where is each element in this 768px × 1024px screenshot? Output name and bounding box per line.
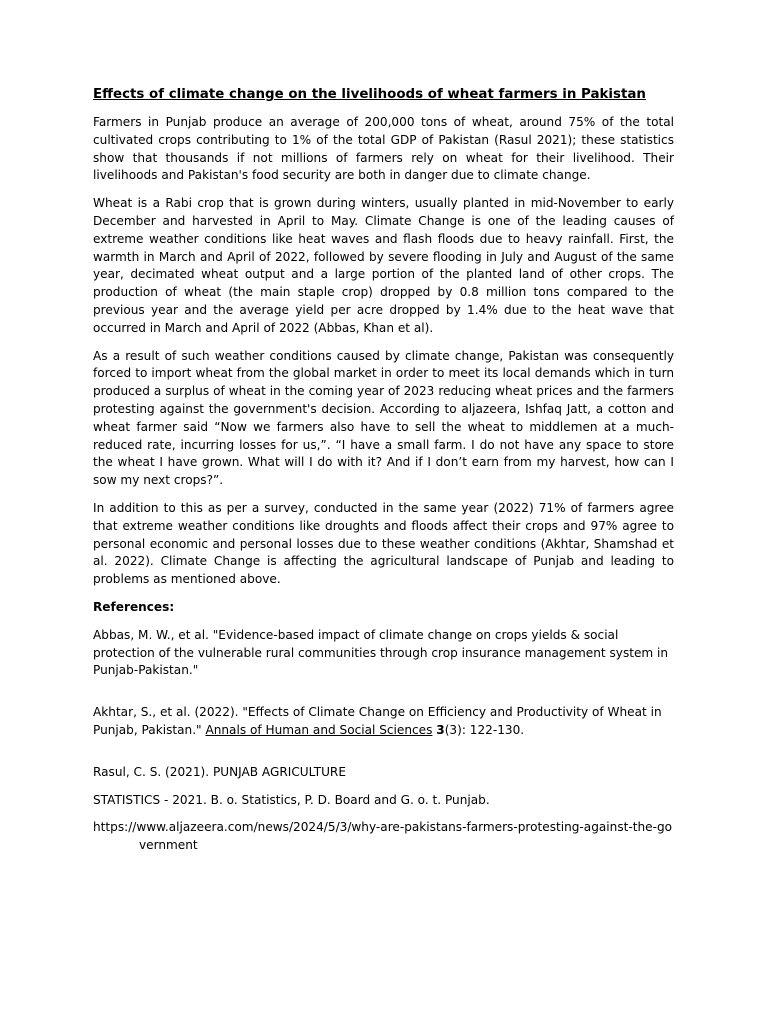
reference-statistics: STATISTICS - 2021. B. o. Statistics, P. D. Board and G. o. t. Punjab. (93, 792, 490, 807)
document-title: Effects of climate change on the livelihoods of wheat farmers in Pakistan (93, 87, 646, 102)
reference-akhtar-volume: 3 (436, 722, 445, 737)
paragraph-2: Wheat is a Rabi crop that is grown during winters, usually planted in mid-November to early December and harvested in April to May. Climate Change is one of the leading causes of extreme weather conditions like heat waves and flash floods due to heavy rainfall. First, the warmth in March and April of 2022, followed by severe flooding in July and August of the same year, decimated wheat output and a large portion of the planted land of other crops. The production of wheat (the main staple crop) dropped by 0.8 million tons compared to the previous year and the average yield per acre dropped by 1.4% due to the heat wave that occurred in March and April of 2022 (Abbas, Khan et al). (93, 196, 674, 335)
paragraph-4: In addition to this as per a survey, conducted in the same year (2022) 71% of farmers agree that extreme weather conditions like droughts and floods affect their crops and 97% agree to personal economic and personal losses due to these weather conditions (Akhtar, Shamshad et al. 2022). Climate Change is affecting the agricultural landscape of Punjab and leading to problems as mentioned above. (93, 500, 674, 587)
reference-akhtar-pages: (3): 122-130. (444, 722, 525, 737)
reference-akhtar-journal: Annals of Human and Social Sciences (205, 722, 433, 737)
references-heading: References: (93, 599, 175, 614)
reference-abbas: Abbas, M. W., et al. "Evidence-based impact of climate change on crops yields & social protection of the vulnerable rural communities through crop insurance management system in Punjab-Pakistan." (93, 627, 669, 678)
reference-akhtar (93, 704, 674, 740)
reference-aljazeera-url: https://www.aljazeera.com/news/2024/5/3/why-are-pakistans-farmers-protesting-against-the-government (93, 820, 673, 853)
reference-akhtar-text: Akhtar, S., et al. (2022). "Effects of Climate Change on Efficiency and Productivity of Wheat in Punjab, Pakistan." (93, 705, 662, 737)
paragraph-3: As a result of such weather conditions caused by climate change, Pakistan was consequently forced to import wheat from the global market in order to meet its local demands which in turn produced a surplus of wheat in the coming year of 2023 reducing wheat prices and the farmers protesting against the government's decision. According to aljazeera, Ishfaq Jatt, a cotton and wheat farmer said “Now we farmers also have to sell the wheat to middlemen at a much-reduced rate, incurring losses for us,”. “I have a small farm. I do not have any space to store the wheat I have grown. What will I do with it? And if I don’t earn from my harvest, how can I sow my next crops?”. (93, 348, 674, 488)
document-page (93, 84, 674, 865)
reference-rasul: Rasul, C. S. (2021). PUNJAB AGRICULTURE (93, 764, 346, 779)
paragraph-1: Farmers in Punjab produce an average of 200,000 tons of wheat, around 75% of the total cultivated crops contributing to 1% of the total GDP of Pakistan (Rasul 2021); these statistics show that thousands if not millions of farmers rely on wheat for their livelihood. Their livelihoods and Pakistan's food security are both in danger due to climate change. (93, 115, 674, 183)
